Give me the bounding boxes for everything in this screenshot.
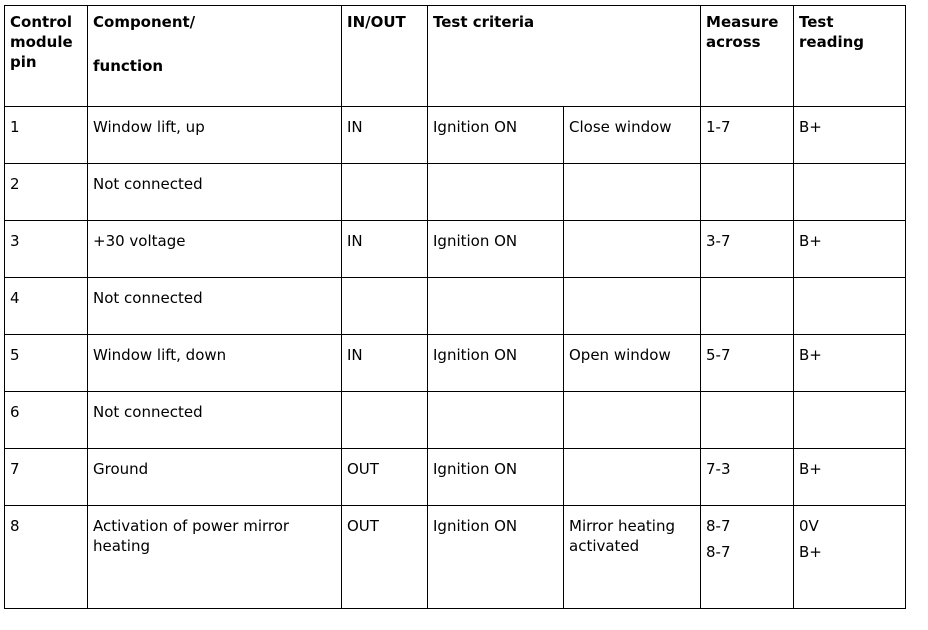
cell-criteria: Ignition ON	[428, 506, 564, 609]
cell-pin: 3	[5, 221, 88, 278]
cell-criteria: Ignition ON	[428, 449, 564, 506]
table-row	[5, 221, 906, 278]
table-row	[5, 107, 906, 164]
cell-reading	[794, 392, 906, 449]
table-row	[5, 506, 906, 609]
header-pin: Control module pin	[5, 6, 88, 107]
reading-value-1: 0V	[799, 517, 819, 535]
cell-pin: 8	[5, 506, 88, 609]
cell-measure: 3-7	[701, 221, 794, 278]
cell-in-out	[342, 392, 428, 449]
cell-component: Window lift, down	[88, 335, 342, 392]
cell-criteria	[428, 164, 564, 221]
cell-in-out	[342, 164, 428, 221]
cell-measure	[701, 164, 794, 221]
cell-measure	[701, 278, 794, 335]
cell-condition: Open window	[564, 335, 701, 392]
pin-test-table	[4, 5, 906, 609]
cell-in-out: OUT	[342, 449, 428, 506]
header-measure-across: Measure across	[701, 6, 794, 107]
cell-criteria	[428, 278, 564, 335]
cell-condition	[564, 449, 701, 506]
cell-component: Activation of power mirror heating	[88, 506, 342, 609]
cell-component: Window lift, up	[88, 107, 342, 164]
cell-reading: B+	[794, 335, 906, 392]
cell-pin: 2	[5, 164, 88, 221]
cell-measure: 1-7	[701, 107, 794, 164]
table-row	[5, 392, 906, 449]
cell-in-out: IN	[342, 221, 428, 278]
cell-component: Not connected	[88, 164, 342, 221]
cell-condition	[564, 392, 701, 449]
cell-measure	[701, 506, 794, 609]
table-row	[5, 278, 906, 335]
cell-condition: Mirror heating activated	[564, 506, 701, 609]
cell-component: Ground	[88, 449, 342, 506]
measure-value-1: 8-7	[706, 517, 731, 535]
cell-condition: Close window	[564, 107, 701, 164]
measure-value-2: 8-7	[706, 543, 731, 561]
cell-criteria: Ignition ON	[428, 107, 564, 164]
cell-in-out: IN	[342, 107, 428, 164]
header-component	[88, 6, 342, 107]
cell-condition	[564, 221, 701, 278]
cell-condition	[564, 278, 701, 335]
header-component-line1: Component/	[93, 13, 196, 31]
cell-criteria: Ignition ON	[428, 335, 564, 392]
cell-component: Not connected	[88, 278, 342, 335]
cell-in-out: OUT	[342, 506, 428, 609]
cell-pin: 1	[5, 107, 88, 164]
cell-component: +30 voltage	[88, 221, 342, 278]
cell-in-out	[342, 278, 428, 335]
cell-pin: 4	[5, 278, 88, 335]
cell-condition	[564, 164, 701, 221]
cell-pin: 6	[5, 392, 88, 449]
table-row	[5, 449, 906, 506]
cell-reading: B+	[794, 107, 906, 164]
header-test-reading: Test reading	[794, 6, 906, 107]
header-in-out: IN/OUT	[342, 6, 428, 107]
cell-measure	[701, 392, 794, 449]
cell-pin: 7	[5, 449, 88, 506]
cell-in-out: IN	[342, 335, 428, 392]
cell-reading: B+	[794, 449, 906, 506]
table-row	[5, 164, 906, 221]
cell-criteria: Ignition ON	[428, 221, 564, 278]
header-test-criteria: Test criteria	[428, 6, 701, 107]
cell-reading	[794, 278, 906, 335]
table-row	[5, 335, 906, 392]
cell-measure: 5-7	[701, 335, 794, 392]
cell-reading	[794, 506, 906, 609]
header-component-line2: function	[93, 57, 164, 75]
cell-reading	[794, 164, 906, 221]
cell-reading: B+	[794, 221, 906, 278]
header-row	[5, 6, 906, 107]
cell-pin: 5	[5, 335, 88, 392]
cell-component: Not connected	[88, 392, 342, 449]
cell-criteria	[428, 392, 564, 449]
reading-value-2: B+	[799, 543, 822, 561]
cell-measure: 7-3	[701, 449, 794, 506]
